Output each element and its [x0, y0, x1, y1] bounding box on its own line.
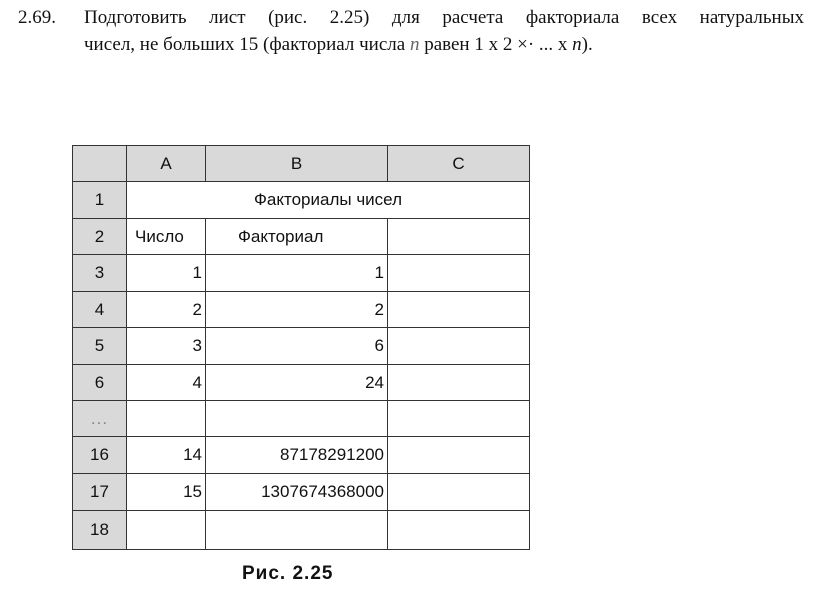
row-label: 1	[73, 182, 127, 218]
cell-b: 1307674368000	[206, 474, 388, 510]
cell-b: 1	[206, 255, 388, 291]
column-header-a: A	[127, 146, 206, 181]
task-line-2	[18, 31, 804, 58]
task-line-2-c: ).	[581, 34, 593, 55]
cell-b: 87178291200	[206, 437, 388, 473]
task-var-n: n	[409, 34, 420, 55]
cell-c	[388, 511, 529, 549]
figure-caption: Рис. 2.25	[242, 563, 334, 584]
cell-a: 14	[127, 437, 206, 473]
task-var-n-2: n	[572, 34, 582, 55]
cell-a	[127, 511, 206, 549]
task-text	[18, 4, 804, 58]
task-number: 2.69.	[18, 7, 56, 28]
row-label: ...	[73, 401, 127, 436]
header-cell-c	[388, 219, 529, 254]
row-label: 17	[73, 474, 127, 510]
task-line-1	[18, 4, 804, 31]
cell-a: 4	[127, 365, 206, 400]
cell-a: 15	[127, 474, 206, 510]
spreadsheet	[72, 145, 530, 550]
column-header-row	[73, 146, 529, 182]
cell-a: 2	[127, 292, 206, 327]
sheet-title-row	[73, 182, 529, 219]
table-row	[73, 437, 529, 474]
task-line-2-a: чисел, не больших 15 (факториал числа	[84, 34, 406, 55]
column-header-c: C	[388, 146, 529, 181]
column-header-b: B	[206, 146, 388, 181]
cell-a: 3	[127, 328, 206, 364]
row-label: 16	[73, 437, 127, 473]
header-cell-a: Число	[127, 219, 206, 254]
task-line-2-b: равен 1 х 2 ×· ... х	[424, 34, 568, 55]
row-label: 5	[73, 328, 127, 364]
corner-cell	[73, 146, 127, 181]
cell-b: 6	[206, 328, 388, 364]
table-row	[73, 511, 529, 549]
row-label: 4	[73, 292, 127, 327]
cell-b: 24	[206, 365, 388, 400]
table-row	[73, 401, 529, 437]
cell-c	[388, 255, 529, 291]
cell-c	[388, 474, 529, 510]
cell-b	[206, 401, 388, 436]
header-cell-b: Факториал	[206, 219, 388, 254]
cell-a: 1	[127, 255, 206, 291]
header-row	[73, 219, 529, 255]
cell-a	[127, 401, 206, 436]
row-label: 3	[73, 255, 127, 291]
row-label: 2	[73, 219, 127, 254]
table-row	[73, 474, 529, 511]
cell-c	[388, 365, 529, 400]
cell-c	[388, 401, 529, 436]
table-row	[73, 292, 529, 328]
sheet-title-cell: Факториалы чисел	[254, 190, 402, 209]
cell-c	[388, 437, 529, 473]
row-label: 18	[73, 511, 127, 549]
row-label: 6	[73, 365, 127, 400]
cell-c	[388, 292, 529, 327]
table-row	[73, 328, 529, 365]
cell-c	[388, 328, 529, 364]
cell-b: 2	[206, 292, 388, 327]
cell-b	[206, 511, 388, 549]
table-row	[73, 255, 529, 292]
table-row	[73, 365, 529, 401]
task-line-1-text: Подготовить лист (рис. 2.25) для расчета факториала всех натуральных	[84, 7, 804, 28]
